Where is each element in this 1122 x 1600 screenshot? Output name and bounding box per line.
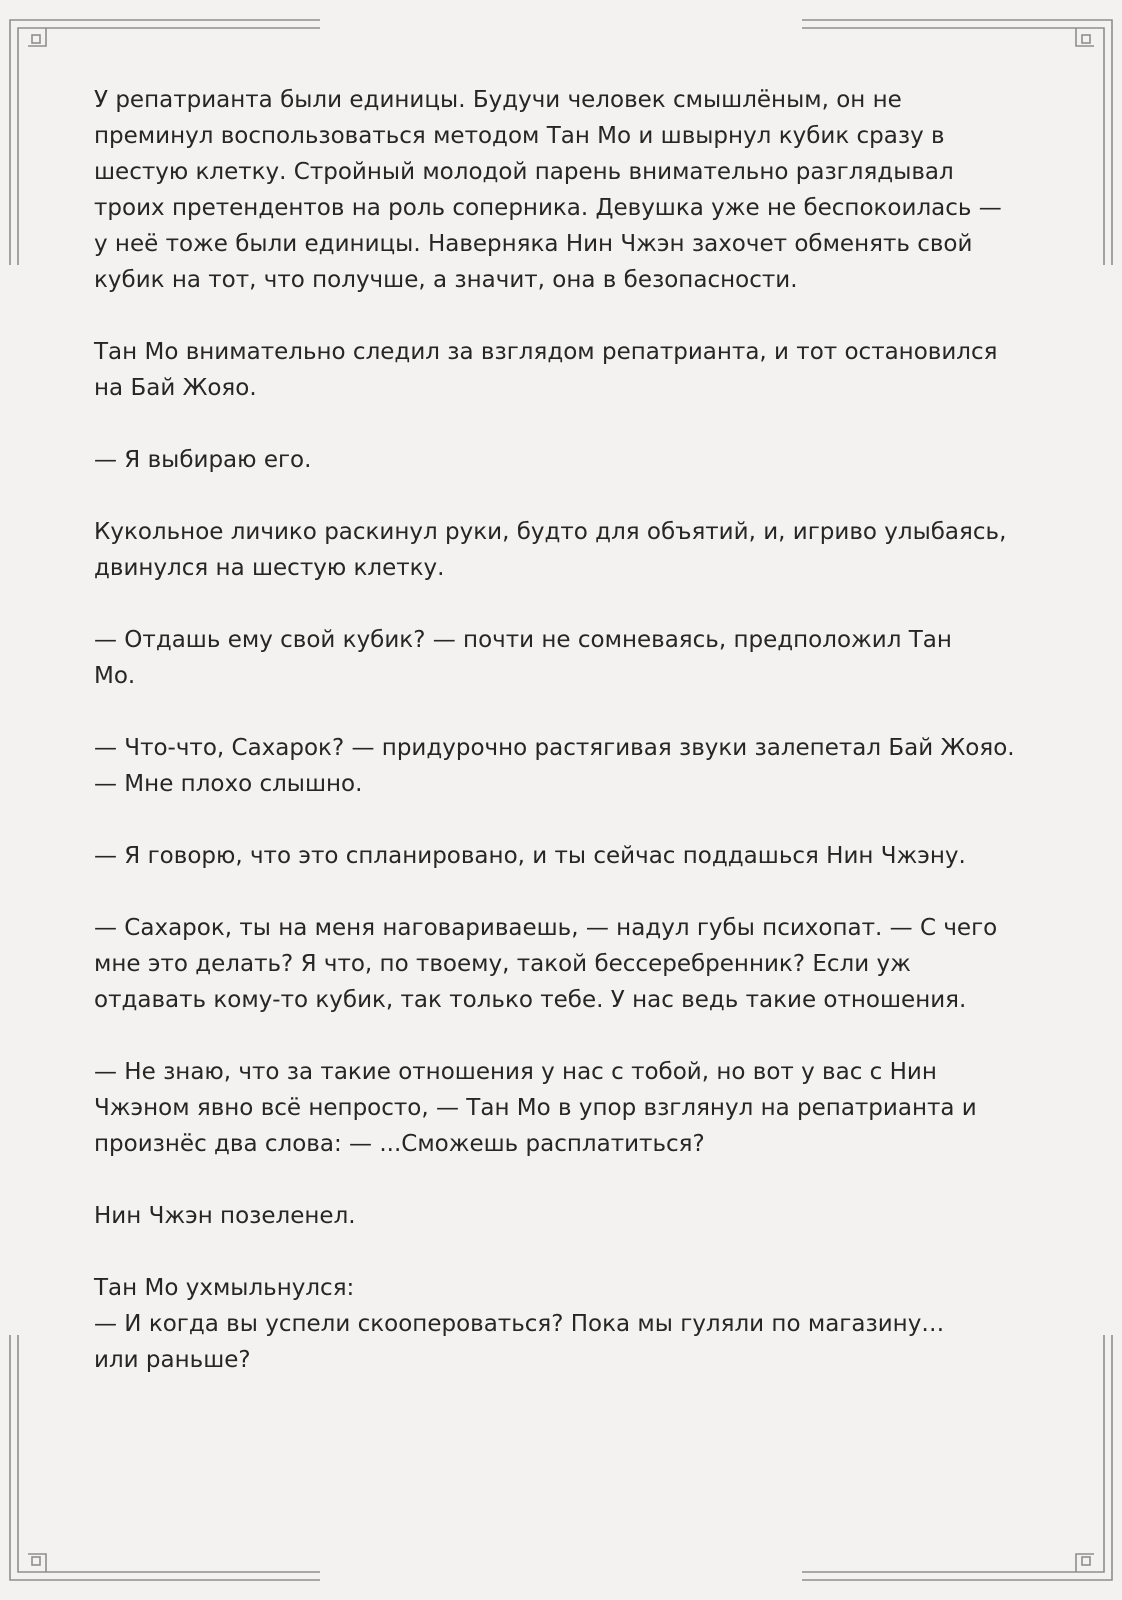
paragraph-4: Кукольное личико раскинул руки, будто для объятий, и, игриво улыбаясь, двинулся на шестую клетку. <box>94 519 1007 581</box>
paragraph-1: У репатрианта были единицы. Будучи человек смышлёным, он не преминул воспользоваться методом Тан Мо и швырнул кубик сразу в шестую клетку. Стройный молодой парень внимательно разглядывал троих претендентов на роль соперника. Девушка уже не беспокоилась — у неё тоже были единицы. Наверняка Нин Чжэн захочет обменять свой кубик на тот, что получше, а значит, она в безопасности. <box>94 87 1002 293</box>
paragraph-8: — Сахарок, ты на меня наговариваешь, — надул губы психопат. — С чего мне это делать? Я что, по твоему, такой бессеребренник? Если уж отдавать кому-то кубик, так только тебе. У нас ведь такие отношения. <box>94 915 998 1013</box>
story-text <box>94 82 1024 1414</box>
paragraph-6: — Что-что, Сахарок? — придурочно растягивая звуки залепетал Бай Жояо. — Мне плохо слышно. <box>94 735 1015 797</box>
paragraph-3: — Я выбираю его. <box>94 447 312 473</box>
paragraph-2: Тан Мо внимательно следил за взглядом репатрианта, и тот остановился на Бай Жояо. <box>94 339 998 401</box>
paragraph-5: — Отдашь ему свой кубик? — почти не сомневаясь, предположил Тан Мо. <box>94 627 952 689</box>
paragraph-11: Тан Мо ухмыльнулся: — И когда вы успели скоопероваться? Пока мы гуляли по магазину… или раньше? <box>94 1275 945 1373</box>
paragraph-9: — Не знаю, что за такие отношения у нас с тобой, но вот у вас с Нин Чжэном явно всё непросто, — Тан Мо в упор взглянул на репатрианта и произнёс два слова: — ...Сможешь расплатиться? <box>94 1059 977 1157</box>
paragraph-7: — Я говорю, что это спланировано, и ты сейчас поддашься Нин Чжэну. <box>94 843 966 869</box>
paragraph-10: Нин Чжэн позеленел. <box>94 1203 356 1229</box>
